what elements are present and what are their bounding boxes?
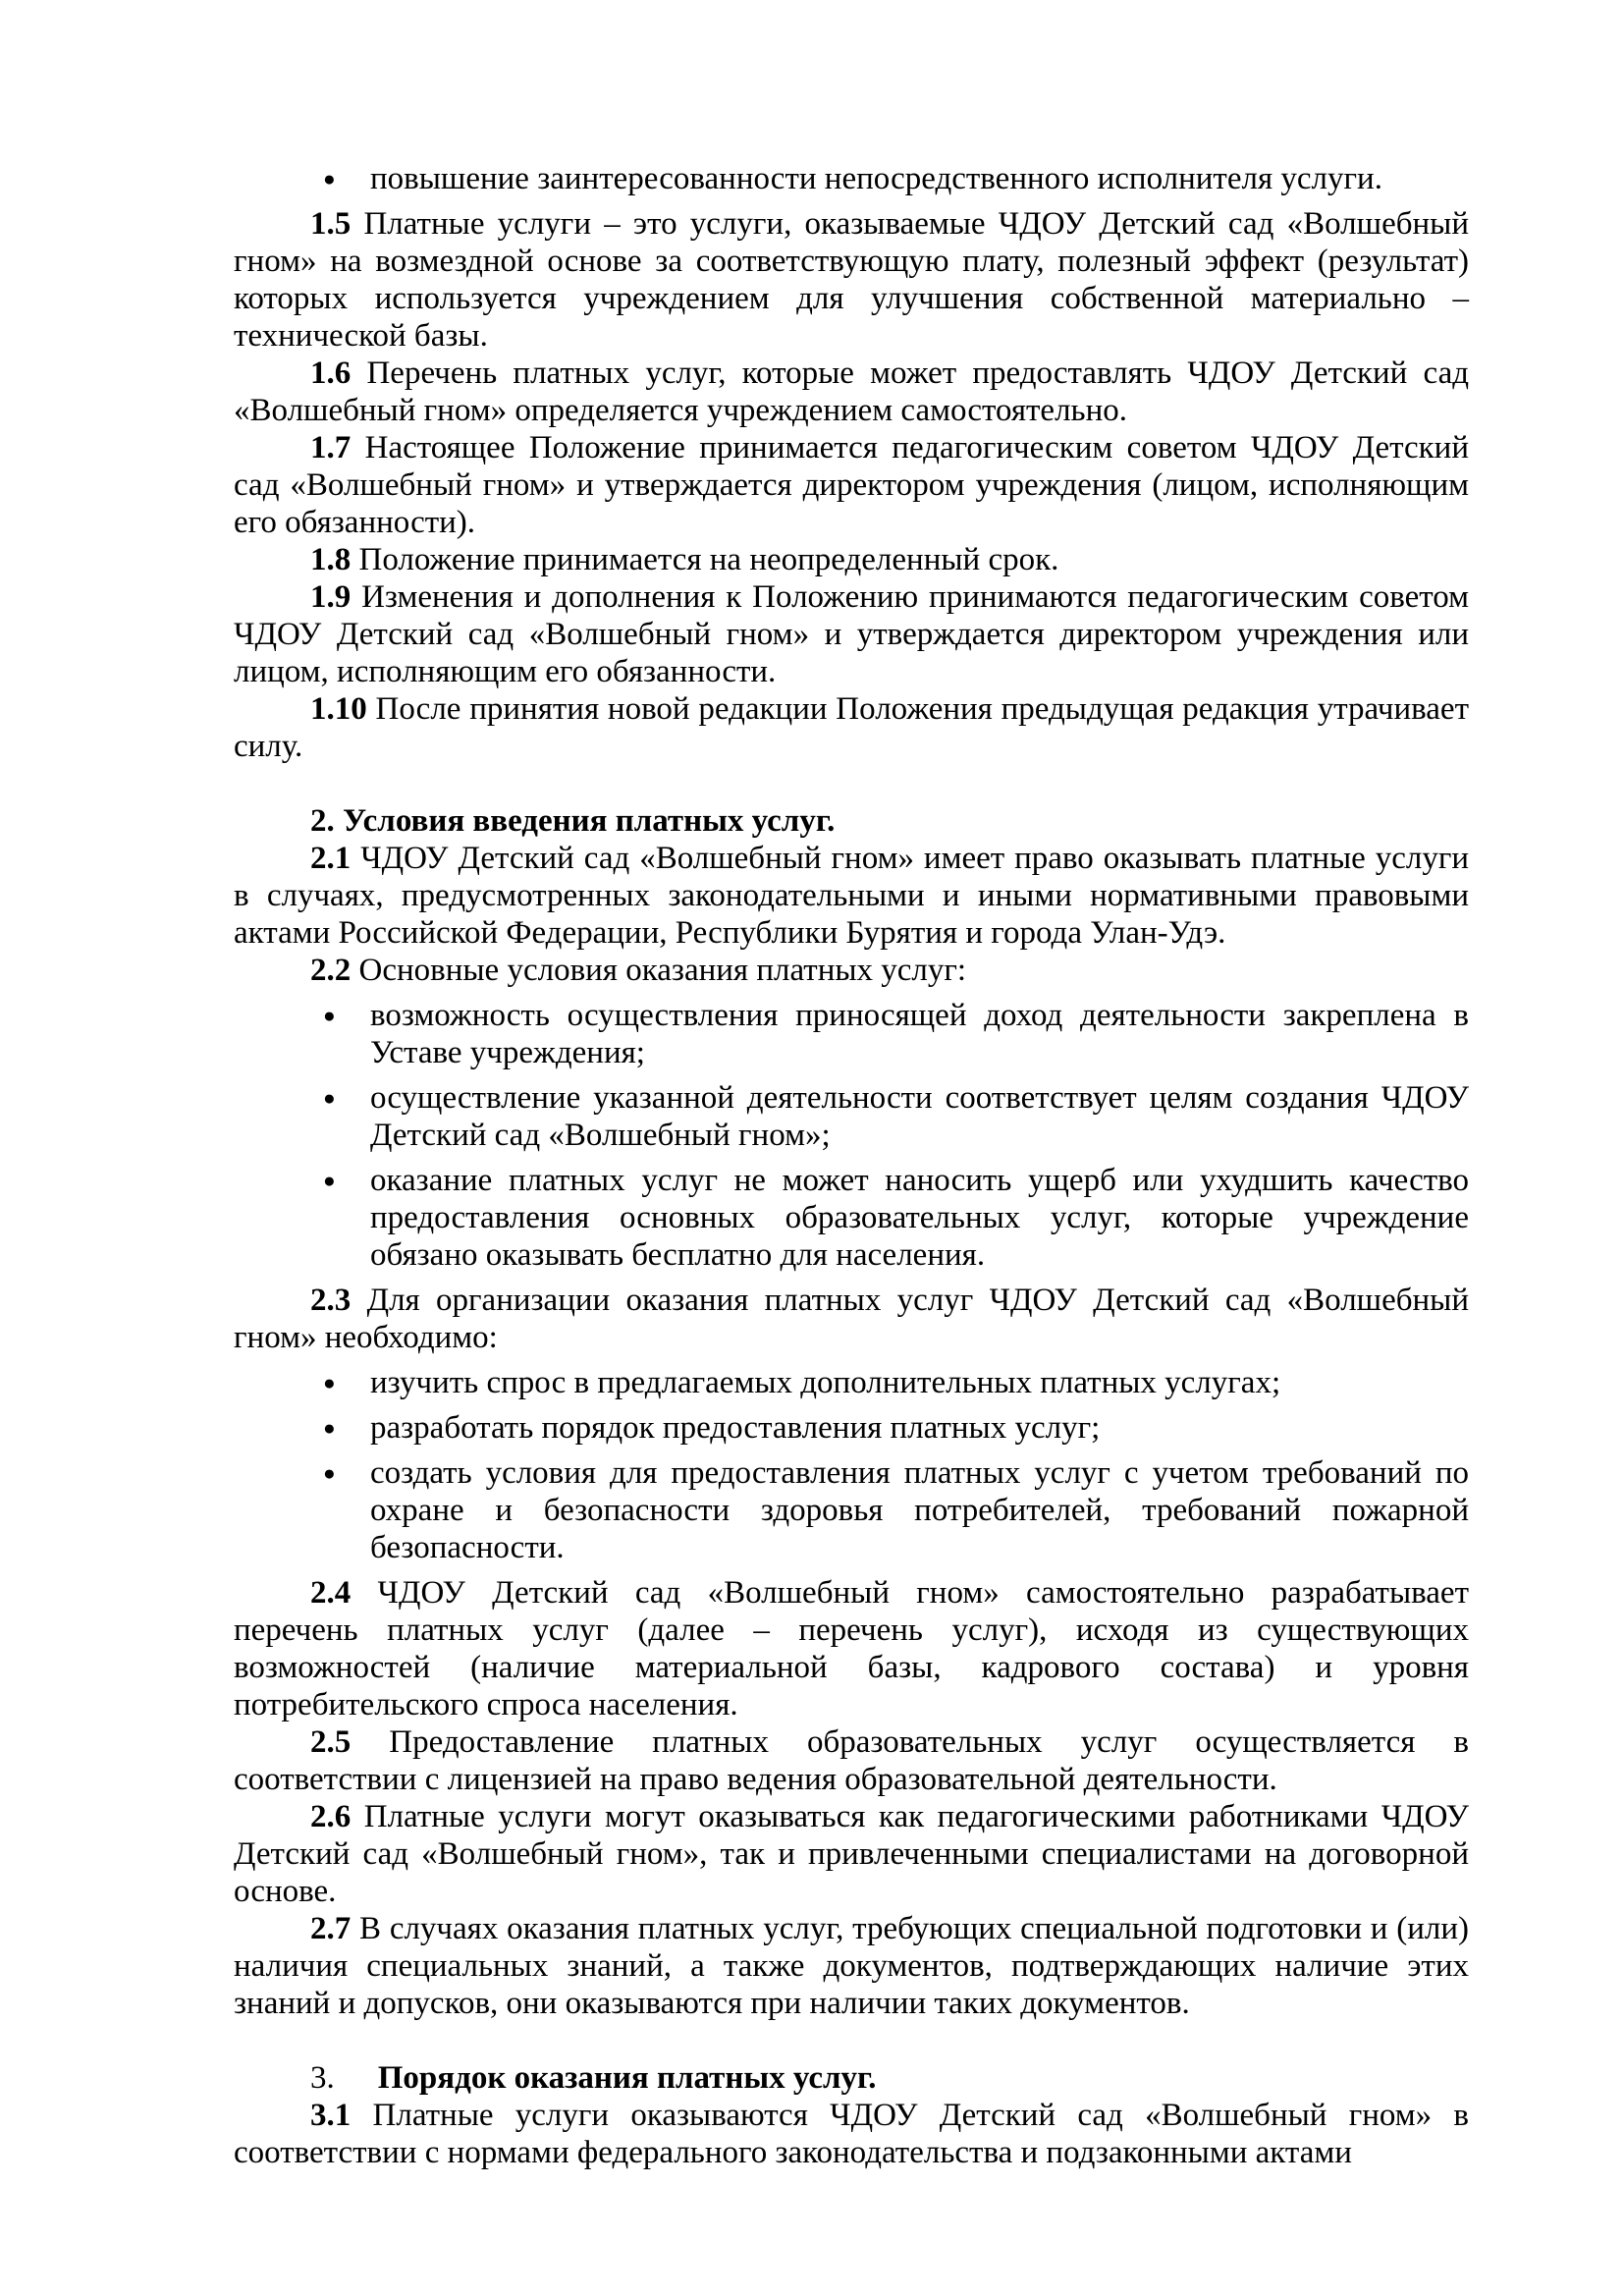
paragraph-text: Изменения и дополнения к Положению принимаются педагогическим советом ЧДОУ Детский сад «Волшебный гном» и утверждается директором учреждения или лицом, исполняющим его обязанности. [234, 579, 1469, 689]
bullet-text: оказание платных услуг не может наносить ущерб или ухудшить качество предоставления основных образовательных услуг, которые учреждение обязано оказывать бесплатно для населения. [370, 1163, 1469, 1273]
paragraph-number: 3.1 [310, 2098, 352, 2133]
bullet-item [234, 1454, 1469, 1566]
paragraph-text: Для организации оказания платных услуг ЧДОУ Детский сад «Волшебный гном» необходимо: [234, 1283, 1470, 1355]
paragraph-text: Платные услуги – это услуги, оказываемые ЧДОУ Детский сад «Волшебный гном» на возмездной основе за соответствующую плату, полезный эффект (результат) которых используется учреждением для улучшения собственной материально – технической базы. [234, 206, 1469, 354]
paragraph [234, 840, 1469, 952]
paragraph-text: После принятия новой редакции Положения предыдущая редакция утрачивает силу. [234, 691, 1469, 764]
paragraph-number: 1.10 [310, 691, 367, 727]
bullet-icon: ● [323, 167, 336, 191]
bullet-item [234, 1079, 1469, 1154]
bullet-item [234, 997, 1469, 1071]
paragraph-number: 1.8 [310, 542, 352, 577]
paragraph-number: 2.6 [310, 1799, 352, 1834]
paragraph-number: 2.2 [310, 953, 352, 988]
paragraph-text: Настоящее Положение принимается педагогическим советом ЧДОУ Детский сад «Волшебный гном» и утверждается директором учреждения (лицом, исполняющим его обязанности). [234, 430, 1469, 540]
paragraph [234, 541, 1469, 578]
bullet-text: разработать порядок предоставления платных услуг; [370, 1410, 1101, 1446]
paragraph-text: ЧДОУ Детский сад «Волшебный гном» имеет право оказывать платные услуги в случаях, предусмотренных законодательными и иными нормативными правовыми актами Российской Федерации, Республики Бурятия и города Улан-Удэ. [234, 841, 1470, 951]
paragraph [234, 1910, 1469, 2022]
paragraph [234, 1574, 1469, 1723]
paragraph-number: 2.5 [310, 1724, 352, 1760]
bullet-text: возможность осуществления приносящей доход деятельности закреплена в Уставе учреждения; [370, 998, 1469, 1070]
heading-title: Порядок оказания платных услуг. [377, 2060, 877, 2096]
bullet-icon: ● [323, 1416, 336, 1440]
section-heading: 2. Условия введения платных услуг. [310, 803, 836, 839]
bullet-text: осуществление указанной деятельности соответствует целям создания ЧДОУ Детский сад «Волшебный гном»; [370, 1080, 1469, 1153]
paragraph [234, 2097, 1469, 2171]
bullet-icon: ● [323, 1004, 336, 1027]
bullet-icon: ● [323, 1086, 336, 1110]
paragraph-text: Перечень платных услуг, которые может предоставлять ЧДОУ Детский сад «Волшебный гном» определяется учреждением самостоятельно. [234, 355, 1470, 428]
bullet-icon: ● [323, 1371, 336, 1394]
paragraph-text: Предоставление платных образовательных услуг осуществляется в соответствии с лицензией на право ведения образовательной деятельности. [234, 1724, 1470, 1797]
bullet-text: повышение заинтересованности непосредственного исполнителя услуги. [370, 161, 1382, 196]
bullet-icon: ● [323, 1461, 336, 1485]
paragraph-number: 1.7 [310, 430, 352, 465]
paragraph-number: 2.3 [310, 1283, 352, 1318]
bullet-item [234, 160, 1469, 197]
paragraph-text: ЧДОУ Детский сад «Волшебный гном» самостоятельно разрабатывает перечень платных услуг (далее – перечень услуг), исходя из существующих возможностей (наличие материальной базы, кадрового состава) и уровня потребительского спроса населения. [234, 1575, 1470, 1722]
heading-number: 3. [310, 2060, 335, 2096]
paragraph-text: Положение принимается на неопределенный срок. [358, 542, 1059, 577]
paragraph-text: Основные условия оказания платных услуг: [358, 953, 967, 988]
paragraph [234, 1282, 1469, 1356]
paragraph-text: Платные услуги оказываются ЧДОУ Детский сад «Волшебный гном» в соответствии с нормами федерального законодательства и подзаконными актами [234, 2098, 1470, 2170]
paragraph-number: 1.9 [310, 579, 352, 615]
paragraph [234, 1723, 1469, 1798]
paragraph [234, 1798, 1469, 1910]
section-heading [234, 2059, 1469, 2097]
bullet-item [234, 1162, 1469, 1274]
paragraph-number: 2.4 [310, 1575, 352, 1611]
paragraph [234, 952, 1469, 989]
paragraph [234, 578, 1469, 690]
paragraph [234, 355, 1469, 429]
document-body [234, 160, 1469, 2171]
paragraph-text: В случаях оказания платных услуг, требующих специальной подготовки и (или) наличия специальных знаний, а также документов, подтверждающих наличие этих знаний и допусков, они оказываются при наличии таких документов. [234, 1911, 1469, 2021]
paragraph-text: Платные услуги могут оказываться как педагогическими работниками ЧДОУ Детский сад «Волшебный гном», так и привлеченными специалистами на договорной основе. [234, 1799, 1469, 1909]
paragraph-number: 1.5 [310, 206, 352, 242]
bullet-item [234, 1364, 1469, 1401]
bullet-text: изучить спрос в предлагаемых дополнительных платных услугах; [370, 1365, 1281, 1400]
blank-line [234, 765, 1469, 802]
paragraph [234, 429, 1469, 541]
paragraph-number: 2.7 [310, 1911, 352, 1946]
bullet-item [234, 1409, 1469, 1447]
paragraph [234, 690, 1469, 765]
paragraph [234, 205, 1469, 355]
bullet-text: создать условия для предоставления платных услуг с учетом требований по охране и безопасности здоровья потребителей, требований пожарной безопасности. [370, 1455, 1469, 1565]
paragraph-number: 1.6 [310, 355, 352, 391]
bullet-icon: ● [323, 1169, 336, 1192]
blank-line [234, 2022, 1469, 2059]
paragraph-number: 2.1 [310, 841, 352, 876]
